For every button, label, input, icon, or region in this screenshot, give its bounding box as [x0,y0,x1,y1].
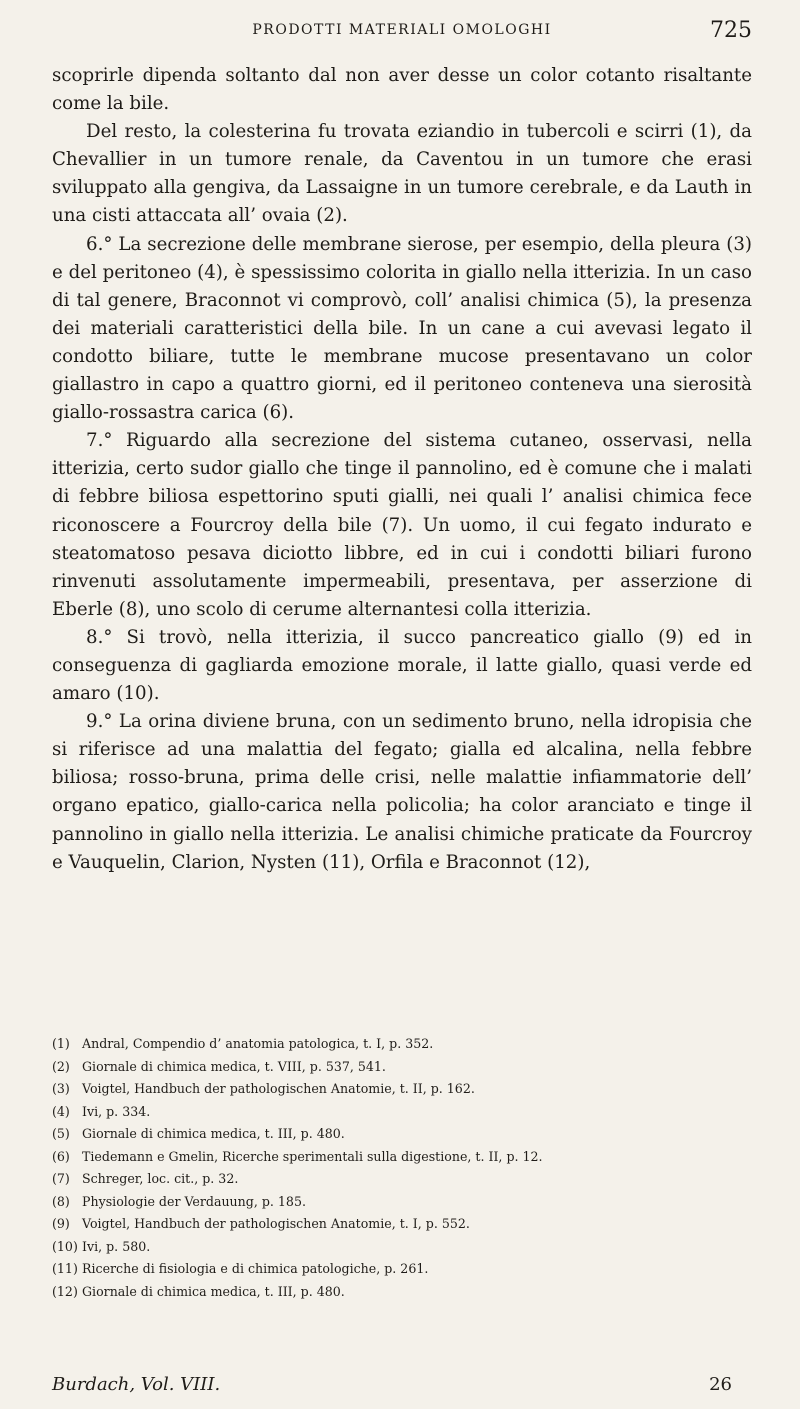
footnote-number: (4) [52,1103,70,1119]
footnote-number: (1) [52,1036,70,1051]
footnote-number: (8) [52,1193,70,1209]
signature-number: 26 [709,1374,732,1395]
footnote-text: Schreger, loc. cit., p. 32. [82,1171,239,1186]
footnote [52,1033,752,1056]
footnote-number: (11) [52,1261,78,1276]
running-head [52,18,752,42]
paragraph-7-sistema-cutaneo: 7.° Riguardo alla secrezione del sistema cutaneo, osservasi, nella itterizia, certo sudor giallo che tinge il pannolino, ed è comune che i malati di febbre biliosa espettorino sputi gialli, nei quali l’ analisi chimica fece riconoscere a Fourcroy della bile (7). Un uomo, il cui fegato indurato e steatomatoso pesava diciotto libbre, ed in cui i condotti biliari furono rinvenuti assolutamente impermeabili, presentava, per asserzione di Eberle (8), uno scolo di cerume alternantesi colla itterizia. [52,430,752,620]
footnote-number: (2) [52,1058,70,1074]
footnote-text: Andral, Compendio d’ anatomia patologica, t. I, p. 352. [82,1036,434,1051]
footnote [52,1281,752,1304]
footnote [52,1078,752,1101]
paragraph-9-orina: 9.° La orina diviene bruna, con un sedimento bruno, nella idropisia che si riferisce ad una malattia del fegato; gialla ed alcalina, nella febbre biliosa; rosso-bruna, prima delle crisi, nelle malattie infiammatorie dell’ organo epatico, giallo-carica nella policolia; ha color aranciato e tinge il pannolino in giallo nella itterizia. Le analisi chimiche praticate da Fourcroy e Vauquelin, Clarion, Nysten (11), Orfila e Braconnot (12), [52,711,752,873]
footnote [52,1191,752,1214]
footnote-text: Ricerche di fisiologia e di chimica patologiche, p. 261. [82,1261,429,1276]
footnote [52,1123,752,1146]
footnote-number: (9) [52,1216,70,1231]
footnote-text: Giornale di chimica medica, t. VIII, p. 537, 541. [82,1058,386,1074]
footnote [52,1146,752,1169]
footnote [52,1236,752,1259]
footnote [52,1258,752,1281]
footnote-text: Giornale di chimica medica, t. III, p. 480. [82,1126,345,1141]
paragraph-6-membrane-sierose: 6.° La secrezione delle membrane sierose, per esempio, della pleura (3) e del peritoneo (4), è spessissimo colorita in giallo nella itterizia. In un caso di tal genere, Braconnot vi comprovò, coll’ analisi chimica (5), la presenza dei materiali caratteristici della bile. In un cane a cui avevasi legato il condotto biliare, tutte le membrane mucose presentavano un color giallastro in capo a quattro giorni, ed il peritoneo conteneva una sierosità giallo-rossastra carica (6). [52,233,752,424]
footnote-text: Physiologie der Verdauung, p. 185. [82,1193,306,1209]
body-text [52,62,752,877]
footnote-text: Voigtel, Handbuch der pathologischen Anatomie, t. II, p. 162. [82,1081,475,1096]
footnote [52,1213,752,1236]
footnote-text: Tiedemann e Gmelin, Ricerche sperimentali sulla digestione, t. II, p. 12. [82,1148,543,1164]
footnote [52,1056,752,1079]
footnotes [52,1033,752,1303]
footnote-number: (5) [52,1126,70,1141]
footnote-number: (7) [52,1171,70,1186]
footnote-text: Giornale di chimica medica, t. III, p. 480. [82,1283,345,1299]
footnote [52,1168,752,1191]
footnote-number: (12) [52,1283,78,1299]
paragraph-continuation: scoprirle dipenda soltanto dal non aver desse un color cotanto risaltante come la bile. [52,65,752,115]
signature-volume: Burdach, Vol. VIII. [52,1374,221,1395]
running-title: PRODOTTI MATERIALI OMOLOGHI [252,22,552,38]
paragraph-8-succo-pancreatico: 8.° Si trovò, nella itterizia, il succo pancreatico giallo (9) ed in conseguenza di gagliarda emozione morale, il latte giallo, quasi verde ed amaro (10). [52,626,752,705]
footnote-text: Ivi, p. 580. [82,1238,151,1254]
page-number: 725 [710,18,752,43]
footnote-number: (6) [52,1148,70,1164]
footnote-number: (3) [52,1081,70,1096]
footnote [52,1101,752,1124]
footnote-text: Voigtel, Handbuch der pathologischen Anatomie, t. I, p. 552. [82,1216,470,1231]
footnote-number: (10) [52,1238,78,1254]
footnote-text: Ivi, p. 334. [82,1103,151,1119]
paragraph-colesterina: Del resto, la colesterina fu trovata eziandio in tubercoli e scirri (1), da Chevallier in un tumore renale, da Caventou in un tumore che erasi sviluppato alla gengiva, da Lassaigne in un tumore cerebrale, e da Lauth in una cisti attaccata all’ ovaia (2). [52,121,752,227]
